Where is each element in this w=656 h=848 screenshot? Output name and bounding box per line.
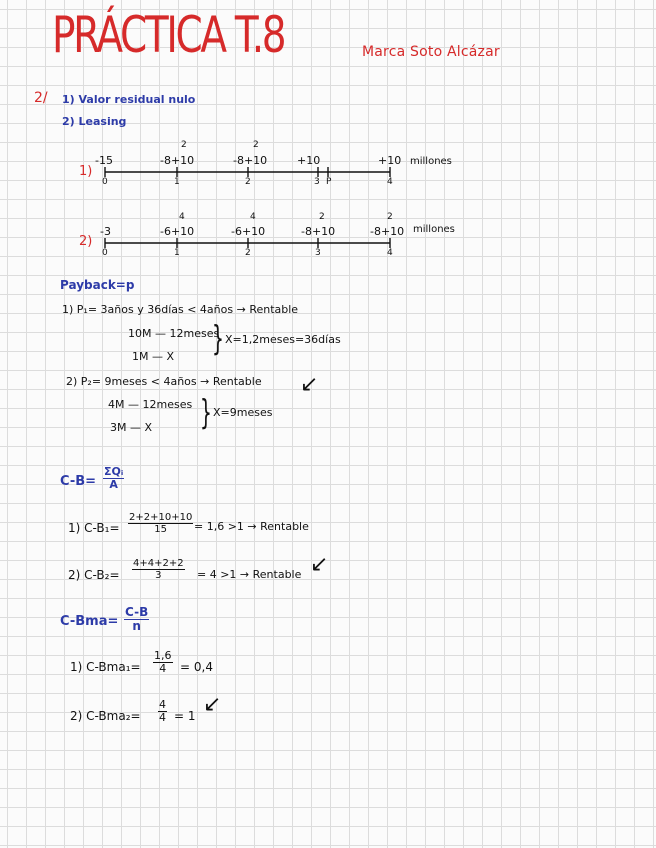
t1-tick-2: 2: [245, 177, 251, 187]
cbma-1-num: 1,6: [154, 649, 172, 662]
t2-tick-1: 1: [174, 248, 180, 258]
exercise-number: 2/: [34, 90, 48, 106]
t1-above-2: -8+10: [233, 154, 268, 167]
payback-2-result: X=9meses: [213, 406, 273, 419]
t1-sup-2: 2: [253, 140, 259, 150]
t1-above-4: +10: [378, 154, 402, 167]
t2-units: millones: [413, 224, 455, 235]
author-name: Marca Soto Alcázar: [362, 44, 500, 60]
payback-2-line-2: 3M — X: [110, 421, 153, 434]
cbma-2-rhs: = 1: [174, 709, 196, 723]
t1-tick-0: 0: [102, 177, 108, 187]
t1-above-3: +10: [297, 154, 321, 167]
timeline-1-label: 1): [79, 164, 93, 179]
t2-above-1: -6+10: [160, 225, 195, 238]
cbma-formula-fraction: [124, 606, 149, 633]
payback-heading: Payback=p: [60, 278, 135, 292]
check-arrow-3: ↙: [203, 692, 222, 717]
t2-above-0: -3: [100, 225, 111, 238]
check-arrow-1: ↙: [300, 372, 319, 397]
t2-sup-4: 2: [387, 212, 393, 222]
cb-1-num: 2+2+10+10: [129, 512, 193, 523]
exercise-item-1: 1) Valor residual nulo: [62, 93, 196, 106]
t1-tick-1: 1: [174, 177, 180, 187]
cb-2-rhs: = 4 >1 → Rentable: [197, 568, 302, 581]
cb-1-fraction: [128, 512, 193, 535]
check-arrow-2: ↙: [310, 552, 329, 577]
cbma-2-num: 4: [159, 698, 166, 711]
t2-sup-1: 4: [179, 212, 185, 222]
cbma-1-den: 4: [159, 662, 167, 676]
cb-formula-num: ΣQᵢ: [104, 465, 124, 478]
cb-formula-lhs: C-B=: [60, 474, 97, 489]
cbma-2-fraction: [158, 699, 167, 724]
t1-tick-4: 4: [387, 177, 393, 187]
t1-tick-p: P: [326, 177, 332, 187]
payback-1-line-1: 10M — 12meses: [128, 327, 220, 340]
cbma-formula-num: C-B: [125, 605, 149, 619]
t2-tick-2: 2: [245, 248, 251, 258]
t2-tick-0: 0: [102, 248, 108, 258]
cb-2-fraction: [132, 558, 185, 581]
payback-1: 1) P₁= 3años y 36días < 4años → Rentable: [62, 303, 299, 316]
t2-tick-4: 4: [387, 248, 393, 258]
cbma-2-lhs: 2) C-Bma₂=: [70, 709, 141, 723]
t2-above-2: -6+10: [231, 225, 266, 238]
t1-units: millones: [410, 156, 452, 167]
brace-2: }: [200, 393, 212, 433]
t1-tick-3: 3: [314, 177, 320, 187]
payback-2-line-1: 4M — 12meses: [108, 398, 193, 411]
payback-2: 2) P₂= 9meses < 4años → Rentable: [66, 375, 262, 388]
cbma-1-lhs: 1) C-Bma₁=: [70, 660, 141, 674]
cb-formula-fraction: [103, 466, 124, 491]
cbma-2-den: 4: [159, 711, 166, 725]
cb-2-den: 3: [155, 570, 162, 581]
t1-above-0: -15: [95, 154, 113, 167]
cb-2-lhs: 2) C-B₂=: [68, 568, 120, 582]
payback-1-line-2: 1M — X: [132, 350, 175, 363]
cbma-1-fraction: [153, 650, 173, 675]
t2-above-4: -8+10: [370, 225, 405, 238]
cbma-formula-den: n: [132, 619, 141, 634]
cb-formula-den: A: [109, 478, 118, 492]
cb-2-num: 4+4+2+2: [133, 558, 184, 569]
payback-1-result: X=1,2meses=36días: [225, 333, 341, 346]
t1-above-1: -8+10: [160, 154, 195, 167]
t2-tick-3: 3: [315, 248, 321, 258]
cbma-1-rhs: = 0,4: [180, 660, 213, 674]
t2-sup-3: 2: [319, 212, 325, 222]
page-title: PRÁCTICA T.8: [52, 6, 285, 64]
t2-above-3: -8+10: [301, 225, 336, 238]
t2-sup-2: 4: [250, 212, 256, 222]
cbma-formula-lhs: C-Bma=: [60, 614, 119, 629]
cb-1-rhs: = 1,6 >1 → Rentable: [194, 520, 309, 533]
cb-1-lhs: 1) C-B₁=: [68, 521, 120, 535]
cb-1-den: 15: [154, 524, 168, 535]
brace-1: }: [212, 319, 224, 359]
exercise-item-2: 2) Leasing: [62, 115, 127, 128]
t1-sup-1: 2: [181, 140, 187, 150]
timeline-2-label: 2): [79, 234, 93, 249]
